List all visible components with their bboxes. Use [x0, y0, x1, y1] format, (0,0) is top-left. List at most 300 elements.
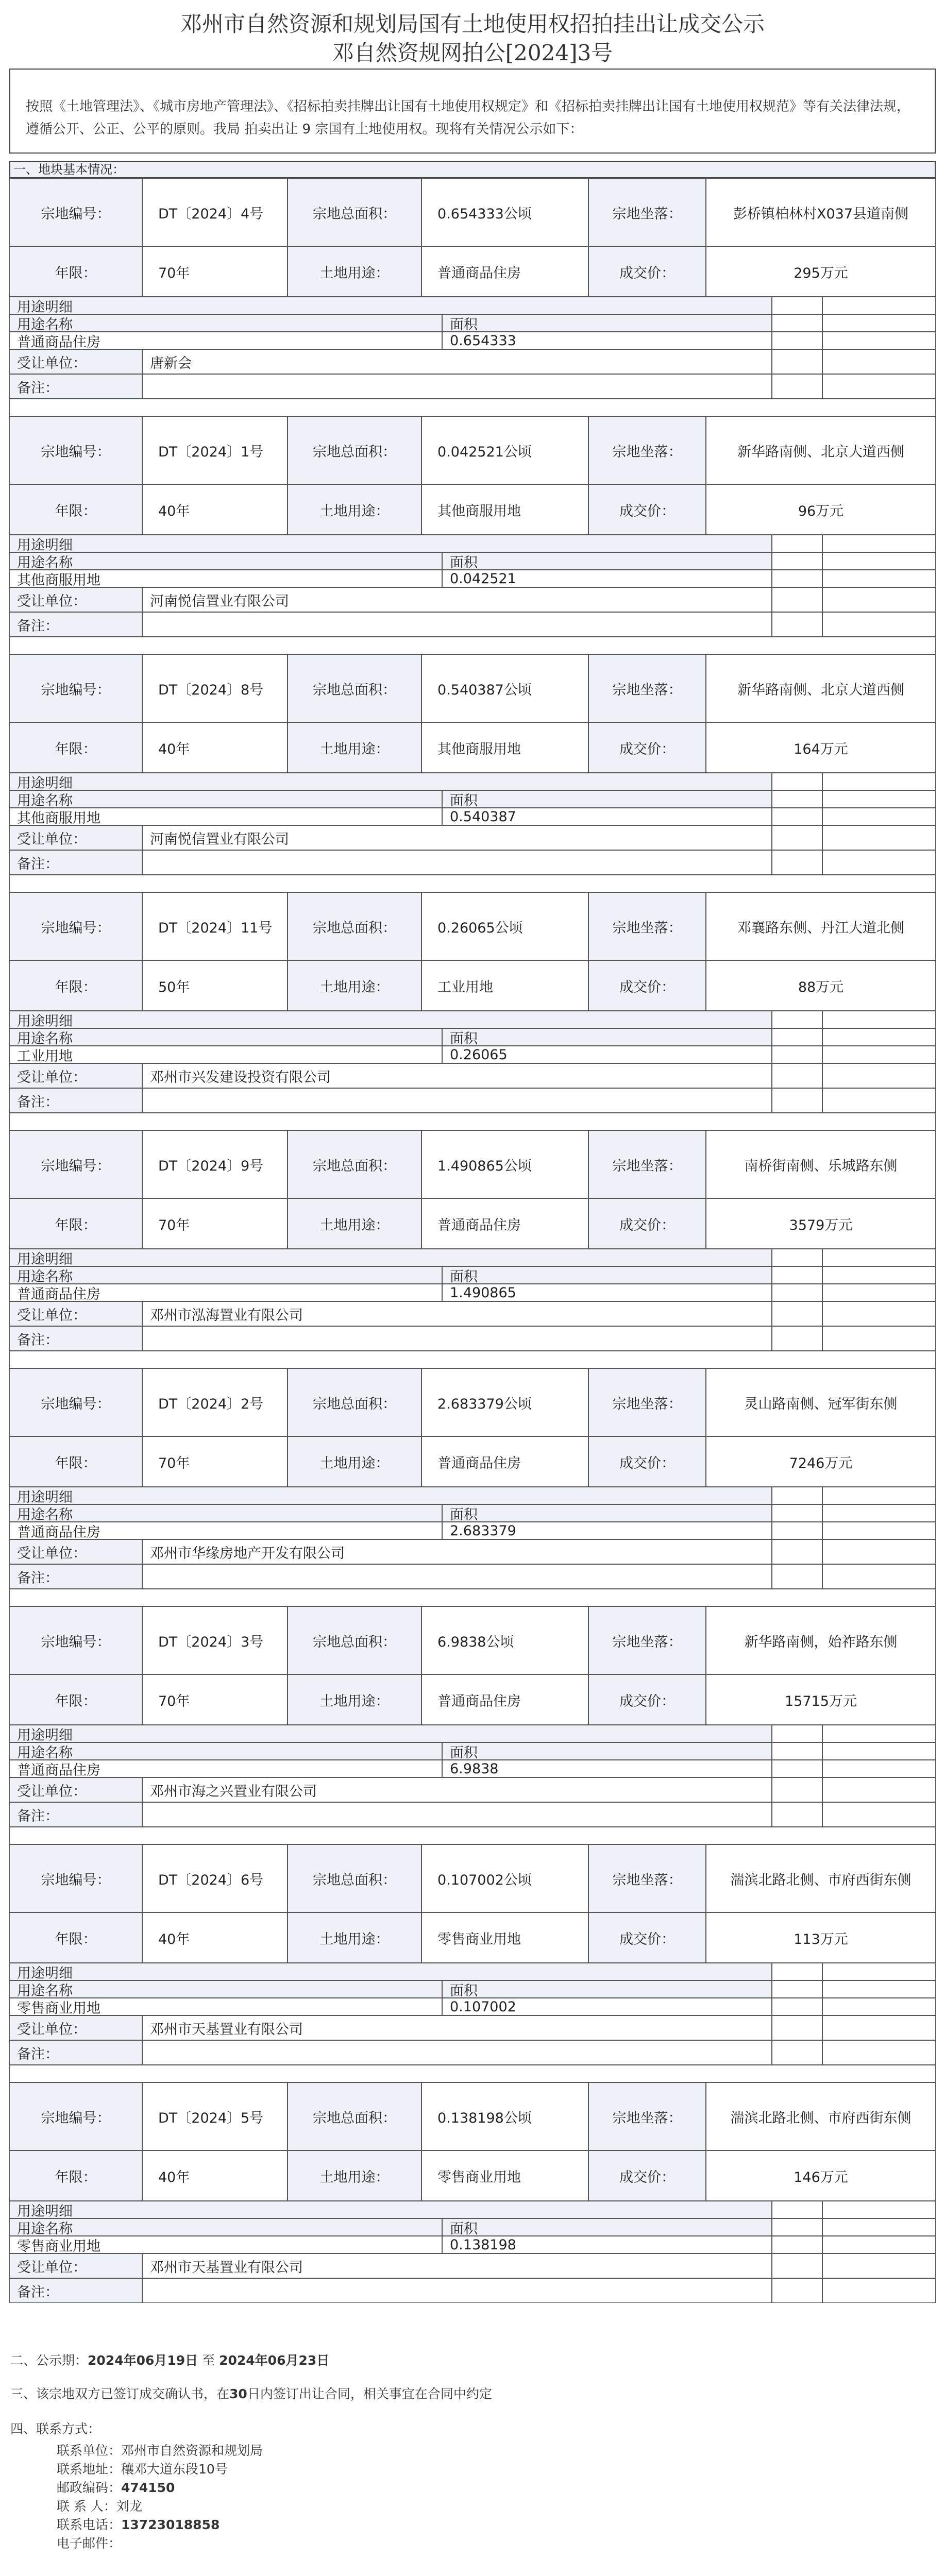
- spacer-row: [9, 2065, 936, 2082]
- blank-cell: [772, 1046, 822, 1063]
- remark-label: 备注：: [9, 1326, 142, 1351]
- parcel-area-value: 0.540387公顷: [421, 654, 588, 722]
- grantee-value: 河南悦信置业有限公司: [142, 825, 772, 850]
- remark-label: 备注：: [9, 1088, 142, 1113]
- remark-label: 备注：: [9, 850, 142, 875]
- remark-label: 备注：: [9, 2040, 142, 2065]
- parcel-location-label: 宗地坐落：: [588, 416, 706, 484]
- grantee-label: 受让单位：: [9, 587, 142, 612]
- parcel-location-label: 宗地坐落：: [588, 1368, 706, 1436]
- blank-cell: [772, 374, 822, 399]
- blank-cell: [822, 2040, 936, 2065]
- parcel-area-value: 0.042521公顷: [421, 416, 588, 484]
- use-name-value: 普通商品住房: [9, 1284, 442, 1301]
- blank-cell: [772, 535, 822, 552]
- use-name-value: 普通商品住房: [9, 1522, 442, 1539]
- remark-value: [142, 612, 772, 637]
- parcel-price-value: 295万元: [706, 246, 936, 297]
- remark-label: 备注：: [9, 612, 142, 637]
- use-name-value: 零售商业用地: [9, 1998, 442, 2015]
- blank-cell: [772, 1088, 822, 1113]
- use-detail-label: 用途明细: [9, 1963, 772, 1980]
- blank-cell: [772, 1777, 822, 1802]
- parcel-area-label: 宗地总面积：: [288, 1844, 421, 1912]
- blank-cell: [822, 773, 936, 790]
- blank-cell: [822, 1063, 936, 1088]
- blank-cell: [772, 2201, 822, 2218]
- blank-cell: [822, 1301, 936, 1326]
- grantee-label: 受让单位：: [9, 825, 142, 850]
- grantee-value: 邓州市海之兴置业有限公司: [142, 1777, 772, 1802]
- parcel-price-value: 96万元: [706, 484, 936, 535]
- blank-cell: [822, 2201, 936, 2218]
- spacer-row: [9, 1827, 936, 1844]
- contact-address-label: 联系地址：: [57, 2462, 122, 2477]
- blank-cell: [772, 1301, 822, 1326]
- parcel-area-value: 0.138198公顷: [421, 2082, 588, 2150]
- parcel-term-value: 40年: [142, 1912, 288, 1963]
- blank-cell: [772, 297, 822, 314]
- parcel-location-value: 新华路南侧、北京大道西侧: [706, 654, 936, 722]
- remark-label: 备注：: [9, 374, 142, 399]
- parcel-term-label: 年限：: [9, 484, 142, 535]
- use-name-header: 用途名称: [9, 2218, 442, 2236]
- use-area-value: 2.683379: [442, 1522, 772, 1539]
- parcel-no-value: DT〔2024〕6号: [142, 1844, 288, 1912]
- grantee-label: 受让单位：: [9, 2253, 142, 2278]
- parcel-location-value: 湍滨北路北侧、市府西街东侧: [706, 2082, 936, 2150]
- parcel-area-label: 宗地总面积：: [288, 654, 421, 722]
- blank-cell: [772, 2015, 822, 2040]
- spacer-row: [9, 1589, 936, 1606]
- blank-cell: [822, 349, 936, 374]
- parcel-price-label: 成交价：: [588, 484, 706, 535]
- grantee-value: 邓州市天基置业有限公司: [142, 2015, 772, 2040]
- contact-person-label: 联 系 人：: [57, 2499, 116, 2514]
- remark-value: [142, 2040, 772, 2065]
- document-number: 邓自然资规网拍公[2024]3号: [332, 40, 613, 65]
- grantee-value: 邓州市泓海置业有限公司: [142, 1301, 772, 1326]
- parcel-location-value: 灵山路南侧、冠军街东侧: [706, 1368, 936, 1436]
- blank-cell: [822, 2278, 936, 2303]
- blank-cell: [822, 332, 936, 349]
- contact-address-value: 穰邓大道东段10号: [121, 2462, 228, 2477]
- parcel-no-label: 宗地编号：: [9, 892, 142, 960]
- contact-address: [57, 2459, 228, 2478]
- area-header: 面积: [442, 2218, 772, 2236]
- blank-cell: [822, 2218, 936, 2236]
- parcel-location-label: 宗地坐落：: [588, 892, 706, 960]
- parcel-use-value: 普通商品住房: [421, 1436, 588, 1487]
- page-title: 邓州市自然资源和规划局国有土地使用权招拍挂出让成交公示: [180, 11, 765, 37]
- publicity-label: 二、公示期：: [10, 2353, 88, 2368]
- parcel-use-label: 土地用途：: [288, 1912, 421, 1963]
- contact-zip-label: 邮政编码：: [57, 2480, 122, 2495]
- blank-cell: [772, 2040, 822, 2065]
- use-area-value: 1.490865: [442, 1284, 772, 1301]
- parcel-location-label: 宗地坐落：: [588, 178, 706, 246]
- blank-cell: [772, 1980, 822, 1998]
- parcel-use-value: 工业用地: [421, 960, 588, 1011]
- contact-person: [57, 2496, 142, 2515]
- grantee-value: 邓州市天基置业有限公司: [142, 2253, 772, 2278]
- area-header: 面积: [442, 1980, 772, 1998]
- parcel-price-label: 成交价：: [588, 960, 706, 1011]
- blank-cell: [822, 552, 936, 570]
- parcel-location-value: 新华路南侧、北京大道西侧: [706, 416, 936, 484]
- parcel-table: [9, 178, 936, 2303]
- contact-unit: [57, 2441, 263, 2459]
- parcel-use-value: 其他商服用地: [421, 722, 588, 773]
- parcel-price-value: 164万元: [706, 722, 936, 773]
- parcel-use-value: 普通商品住房: [421, 246, 588, 297]
- grantee-label: 受让单位：: [9, 2015, 142, 2040]
- parcel-no-value: DT〔2024〕4号: [142, 178, 288, 246]
- area-header: 面积: [442, 552, 772, 570]
- blank-cell: [772, 2278, 822, 2303]
- publicity-start: 2024年06月19日: [88, 2353, 198, 2368]
- spacer-row: [9, 1351, 936, 1368]
- blank-cell: [822, 314, 936, 332]
- blank-cell: [822, 1504, 936, 1522]
- contract-note-post: 日内签订出让合同，相关事宜在合同中约定: [247, 2386, 492, 2401]
- blank-cell: [772, 2218, 822, 2236]
- use-detail-label: 用途明细: [9, 1249, 772, 1266]
- parcel-area-value: 0.654333公顷: [421, 178, 588, 246]
- parcel-area-label: 宗地总面积：: [288, 1130, 421, 1198]
- blank-cell: [822, 1284, 936, 1301]
- use-detail-label: 用途明细: [9, 2201, 772, 2218]
- parcel-area-value: 1.490865公顷: [421, 1130, 588, 1198]
- parcel-block: [9, 1368, 936, 1606]
- remark-value: [142, 1088, 772, 1113]
- parcel-term-value: 40年: [142, 484, 288, 535]
- remark-label: 备注：: [9, 1802, 142, 1827]
- parcel-block: [9, 178, 936, 416]
- parcel-term-label: 年限：: [9, 246, 142, 297]
- use-area-value: 0.540387: [442, 808, 772, 825]
- blank-cell: [772, 825, 822, 850]
- contact-zip: [57, 2478, 175, 2496]
- parcel-no-label: 宗地编号：: [9, 654, 142, 722]
- blank-cell: [822, 1266, 936, 1284]
- blank-cell: [822, 1760, 936, 1777]
- blank-cell: [822, 1963, 936, 1980]
- blank-cell: [822, 612, 936, 637]
- parcel-term-value: 70年: [142, 1436, 288, 1487]
- parcel-area-label: 宗地总面积：: [288, 2082, 421, 2150]
- blank-cell: [822, 2236, 936, 2253]
- blank-cell: [772, 1504, 822, 1522]
- section1-label: 一、地块基本情况：: [13, 162, 125, 177]
- parcel-no-label: 宗地编号：: [9, 2082, 142, 2150]
- parcel-term-value: 40年: [142, 2150, 288, 2201]
- parcel-term-label: 年限：: [9, 2150, 142, 2201]
- spacer-row: [9, 875, 936, 892]
- parcel-location-value: 南桥街南侧、乐城路东侧: [706, 1130, 936, 1198]
- parcel-price-label: 成交价：: [588, 246, 706, 297]
- use-name-header: 用途名称: [9, 314, 442, 332]
- parcel-area-label: 宗地总面积：: [288, 416, 421, 484]
- use-name-value: 工业用地: [9, 1046, 442, 1063]
- contact-email: [57, 2533, 121, 2552]
- parcel-term-value: 70年: [142, 1198, 288, 1249]
- contact-phone: [57, 2515, 220, 2533]
- use-name-header: 用途名称: [9, 1266, 442, 1284]
- blank-cell: [772, 1522, 822, 1539]
- contact-unit-label: 联系单位：: [57, 2443, 122, 2458]
- blank-cell: [822, 1046, 936, 1063]
- parcel-no-label: 宗地编号：: [9, 1368, 142, 1436]
- use-detail-label: 用途明细: [9, 1011, 772, 1028]
- use-name-value: 零售商业用地: [9, 2236, 442, 2253]
- blank-cell: [822, 1326, 936, 1351]
- parcel-location-label: 宗地坐落：: [588, 2082, 706, 2150]
- parcel-location-value: 邓襄路东侧、丹江大道北侧: [706, 892, 936, 960]
- parcel-no-label: 宗地编号：: [9, 178, 142, 246]
- grantee-label: 受让单位：: [9, 1301, 142, 1326]
- parcel-use-value: 其他商服用地: [421, 484, 588, 535]
- blank-cell: [822, 2253, 936, 2278]
- parcel-area-value: 6.9838公顷: [421, 1606, 588, 1674]
- parcel-use-value: 普通商品住房: [421, 1674, 588, 1725]
- blank-cell: [772, 587, 822, 612]
- blank-cell: [772, 1249, 822, 1266]
- use-name-header: 用途名称: [9, 1742, 442, 1760]
- parcel-use-value: 零售商业用地: [421, 1912, 588, 1963]
- parcel-term-label: 年限：: [9, 1198, 142, 1249]
- blank-cell: [822, 1522, 936, 1539]
- parcel-area-label: 宗地总面积：: [288, 1606, 421, 1674]
- use-name-header: 用途名称: [9, 790, 442, 808]
- grantee-value: 邓州市华缘房地产开发有限公司: [142, 1539, 772, 1564]
- parcel-block: [9, 1844, 936, 2082]
- blank-cell: [772, 1266, 822, 1284]
- contact-phone-value: 13723018858: [121, 2517, 220, 2532]
- parcel-price-label: 成交价：: [588, 1912, 706, 1963]
- parcel-use-label: 土地用途：: [288, 1674, 421, 1725]
- parcel-location-label: 宗地坐落：: [588, 1130, 706, 1198]
- blank-cell: [772, 1539, 822, 1564]
- blank-cell: [822, 790, 936, 808]
- use-area-value: 0.107002: [442, 1998, 772, 2015]
- parcel-term-label: 年限：: [9, 1436, 142, 1487]
- blank-cell: [772, 1963, 822, 1980]
- use-detail-label: 用途明细: [9, 1487, 772, 1504]
- use-name-header: 用途名称: [9, 1504, 442, 1522]
- blank-cell: [772, 1802, 822, 1827]
- area-header: 面积: [442, 790, 772, 808]
- parcel-use-label: 土地用途：: [288, 1198, 421, 1249]
- parcel-no-value: DT〔2024〕1号: [142, 416, 288, 484]
- parcel-area-label: 宗地总面积：: [288, 892, 421, 960]
- blank-cell: [822, 1028, 936, 1046]
- parcel-term-label: 年限：: [9, 722, 142, 773]
- parcel-price-value: 3579万元: [706, 1198, 936, 1249]
- parcel-price-label: 成交价：: [588, 722, 706, 773]
- blank-cell: [772, 1063, 822, 1088]
- parcel-term-value: 50年: [142, 960, 288, 1011]
- use-area-value: 0.26065: [442, 1046, 772, 1063]
- parcel-use-label: 土地用途：: [288, 2150, 421, 2201]
- blank-cell: [772, 552, 822, 570]
- blank-cell: [772, 314, 822, 332]
- parcel-no-value: DT〔2024〕8号: [142, 654, 288, 722]
- contact-person-value: 刘龙: [116, 2499, 142, 2514]
- parcel-price-label: 成交价：: [588, 2150, 706, 2201]
- spacer-row: [9, 1113, 936, 1130]
- blank-cell: [822, 1249, 936, 1266]
- intro-paragraph: [9, 69, 936, 154]
- use-detail-label: 用途明细: [9, 535, 772, 552]
- parcel-term-value: 70年: [142, 1674, 288, 1725]
- remark-label: 备注：: [9, 1564, 142, 1589]
- remark-value: [142, 1802, 772, 1827]
- use-name-header: 用途名称: [9, 1980, 442, 1998]
- blank-cell: [822, 1742, 936, 1760]
- parcel-area-value: 0.26065公顷: [421, 892, 588, 960]
- area-header: 面积: [442, 1028, 772, 1046]
- section1-header: [9, 161, 936, 178]
- blank-cell: [772, 773, 822, 790]
- grantee-label: 受让单位：: [9, 1777, 142, 1802]
- spacer-row: [9, 637, 936, 654]
- area-header: 面积: [442, 1504, 772, 1522]
- parcel-no-value: DT〔2024〕5号: [142, 2082, 288, 2150]
- parcel-term-value: 70年: [142, 246, 288, 297]
- blank-cell: [822, 850, 936, 875]
- parcel-location-value: 彭桥镇柏林村X037县道南侧: [706, 178, 936, 246]
- parcel-block: [9, 2082, 936, 2303]
- blank-cell: [772, 1725, 822, 1742]
- parcel-use-label: 土地用途：: [288, 484, 421, 535]
- use-name-value: 其他商服用地: [9, 808, 442, 825]
- use-name-header: 用途名称: [9, 1028, 442, 1046]
- parcel-no-value: DT〔2024〕2号: [142, 1368, 288, 1436]
- blank-cell: [822, 374, 936, 399]
- parcel-no-value: DT〔2024〕11号: [142, 892, 288, 960]
- parcel-area-label: 宗地总面积：: [288, 178, 421, 246]
- parcel-no-label: 宗地编号：: [9, 1606, 142, 1674]
- blank-cell: [822, 1998, 936, 2015]
- parcel-area-label: 宗地总面积：: [288, 1368, 421, 1436]
- area-header: 面积: [442, 1266, 772, 1284]
- parcel-use-label: 土地用途：: [288, 722, 421, 773]
- blank-cell: [822, 570, 936, 587]
- blank-cell: [822, 1564, 936, 1589]
- parcel-use-label: 土地用途：: [288, 960, 421, 1011]
- blank-cell: [822, 1725, 936, 1742]
- blank-cell: [772, 1284, 822, 1301]
- use-area-value: 0.138198: [442, 2236, 772, 2253]
- blank-cell: [772, 1028, 822, 1046]
- blank-cell: [822, 1011, 936, 1028]
- parcel-price-value: 15715万元: [706, 1674, 936, 1725]
- grantee-value: 邓州市兴发建设投资有限公司: [142, 1063, 772, 1088]
- blank-cell: [822, 1777, 936, 1802]
- blank-cell: [822, 1539, 936, 1564]
- parcel-block: [9, 654, 936, 892]
- parcel-use-value: 普通商品住房: [421, 1198, 588, 1249]
- spacer-row: [9, 399, 936, 416]
- blank-cell: [772, 570, 822, 587]
- parcel-use-value: 零售商业用地: [421, 2150, 588, 2201]
- blank-cell: [772, 1742, 822, 1760]
- blank-cell: [772, 2253, 822, 2278]
- grantee-label: 受让单位：: [9, 1539, 142, 1564]
- remark-value: [142, 2278, 772, 2303]
- blank-cell: [772, 332, 822, 349]
- use-detail-label: 用途明细: [9, 773, 772, 790]
- use-detail-label: 用途明细: [9, 297, 772, 314]
- blank-cell: [772, 1564, 822, 1589]
- parcel-block: [9, 416, 936, 654]
- parcel-no-label: 宗地编号：: [9, 1844, 142, 1912]
- blank-cell: [822, 297, 936, 314]
- remark-value: [142, 374, 772, 399]
- parcel-use-label: 土地用途：: [288, 1436, 421, 1487]
- parcel-term-value: 40年: [142, 722, 288, 773]
- contact-phone-label: 联系电话：: [57, 2517, 122, 2532]
- blank-cell: [772, 349, 822, 374]
- area-header: 面积: [442, 314, 772, 332]
- parcel-no-label: 宗地编号：: [9, 416, 142, 484]
- contract-days: 30: [229, 2386, 247, 2401]
- blank-cell: [822, 587, 936, 612]
- parcel-block: [9, 892, 936, 1130]
- area-header: 面积: [442, 1742, 772, 1760]
- blank-cell: [772, 790, 822, 808]
- parcel-price-value: 113万元: [706, 1912, 936, 1963]
- parcel-block: [9, 1130, 936, 1368]
- parcel-term-label: 年限：: [9, 960, 142, 1011]
- contract-note-pre: 三、该宗地双方已签订成交确认书，在: [10, 2386, 230, 2401]
- parcel-price-value: 88万元: [706, 960, 936, 1011]
- remark-value: [142, 1326, 772, 1351]
- parcel-location-label: 宗地坐落：: [588, 654, 706, 722]
- blank-cell: [772, 1998, 822, 2015]
- contact-email-label: 电子邮件：: [57, 2536, 122, 2551]
- remark-label: 备注：: [9, 2278, 142, 2303]
- parcel-no-value: DT〔2024〕9号: [142, 1130, 288, 1198]
- contact-unit-value: 邓州市自然资源和规划局: [121, 2443, 263, 2458]
- grantee-value: 河南悦信置业有限公司: [142, 587, 772, 612]
- blank-cell: [822, 1980, 936, 1998]
- parcel-location-label: 宗地坐落：: [588, 1606, 706, 1674]
- parcel-price-value: 7246万元: [706, 1436, 936, 1487]
- parcel-price-value: 146万元: [706, 2150, 936, 2201]
- grantee-label: 受让单位：: [9, 1063, 142, 1088]
- parcel-no-label: 宗地编号：: [9, 1130, 142, 1198]
- contact-zip-value: 474150: [121, 2480, 175, 2495]
- blank-cell: [822, 825, 936, 850]
- blank-cell: [772, 808, 822, 825]
- parcel-term-label: 年限：: [9, 1912, 142, 1963]
- blank-cell: [772, 2236, 822, 2253]
- blank-cell: [772, 1487, 822, 1504]
- use-name-header: 用途名称: [9, 552, 442, 570]
- contact-section-label: 四、联系方式：: [10, 2421, 101, 2436]
- use-name-value: 普通商品住房: [9, 332, 442, 349]
- parcel-location-value: 湍滨北路北侧、市府西街东侧: [706, 1844, 936, 1912]
- remark-value: [142, 1564, 772, 1589]
- parcel-area-value: 0.107002公顷: [421, 1844, 588, 1912]
- publicity-period: [10, 2350, 329, 2369]
- parcel-location-value: 新华路南侧，始祚路东侧: [706, 1606, 936, 1674]
- parcel-block: [9, 1606, 936, 1844]
- parcel-location-label: 宗地坐落：: [588, 1844, 706, 1912]
- publicity-end: 2024年06月23日: [219, 2353, 330, 2368]
